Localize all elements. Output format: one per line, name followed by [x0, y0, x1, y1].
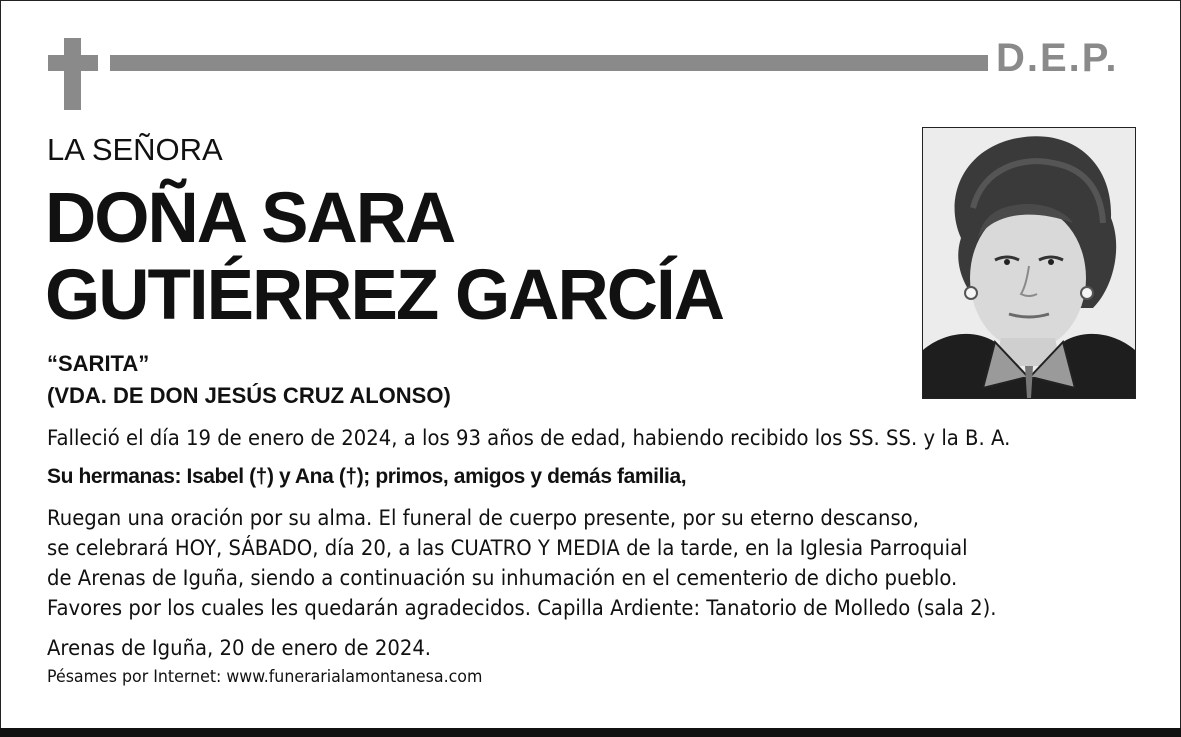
name-line-1: DOÑA SARA [45, 179, 455, 258]
bottom-band [0, 728, 1181, 737]
name-line-2: GUTIÉRREZ GARCÍA [45, 256, 723, 335]
body-line-1: Ruegan una oración por su alma. El funeral de cuerpo presente, por su eterno descanso, [47, 506, 919, 530]
family-line: Su hermanas: Isabel (†) y Ana (†); primos, amigos y demás familia, [47, 465, 687, 488]
body-line-3: de Arenas de Iguña, siendo a continuación su inhumación en el cementerio de dicho pueblo. [47, 566, 958, 590]
cross-icon [48, 38, 98, 110]
body-line-2: se celebrará HOY, SÁBADO, día 20, a las CUATRO Y MEDIA de la tarde, en la Iglesia Parroquial [47, 536, 968, 560]
dep-label: D.E.P. [996, 36, 1119, 80]
deceased-name [45, 180, 723, 334]
death-statement: Falleció el día 19 de enero de 2024, a los 93 años de edad, habiendo recibido los SS. SS. y la B. A. [47, 426, 1011, 450]
portrait-photo [922, 127, 1136, 399]
portrait-image [923, 128, 1135, 398]
salutation: LA SEÑORA [47, 132, 223, 167]
nickname: “SARITA” [47, 351, 150, 376]
condolences-line: Pésames por Internet: www.funerarialamontanesa.com [47, 667, 483, 687]
body-line-4: Favores por los cuales les quedarán agradecidos. Capilla Ardiente: Tanatorio de Molledo (sala 2). [47, 596, 997, 620]
header-rule [110, 55, 988, 71]
widow-of: (VDA. DE DON JESÚS CRUZ ALONSO) [47, 383, 451, 408]
place-date: Arenas de Iguña, 20 de enero de 2024. [47, 636, 432, 660]
